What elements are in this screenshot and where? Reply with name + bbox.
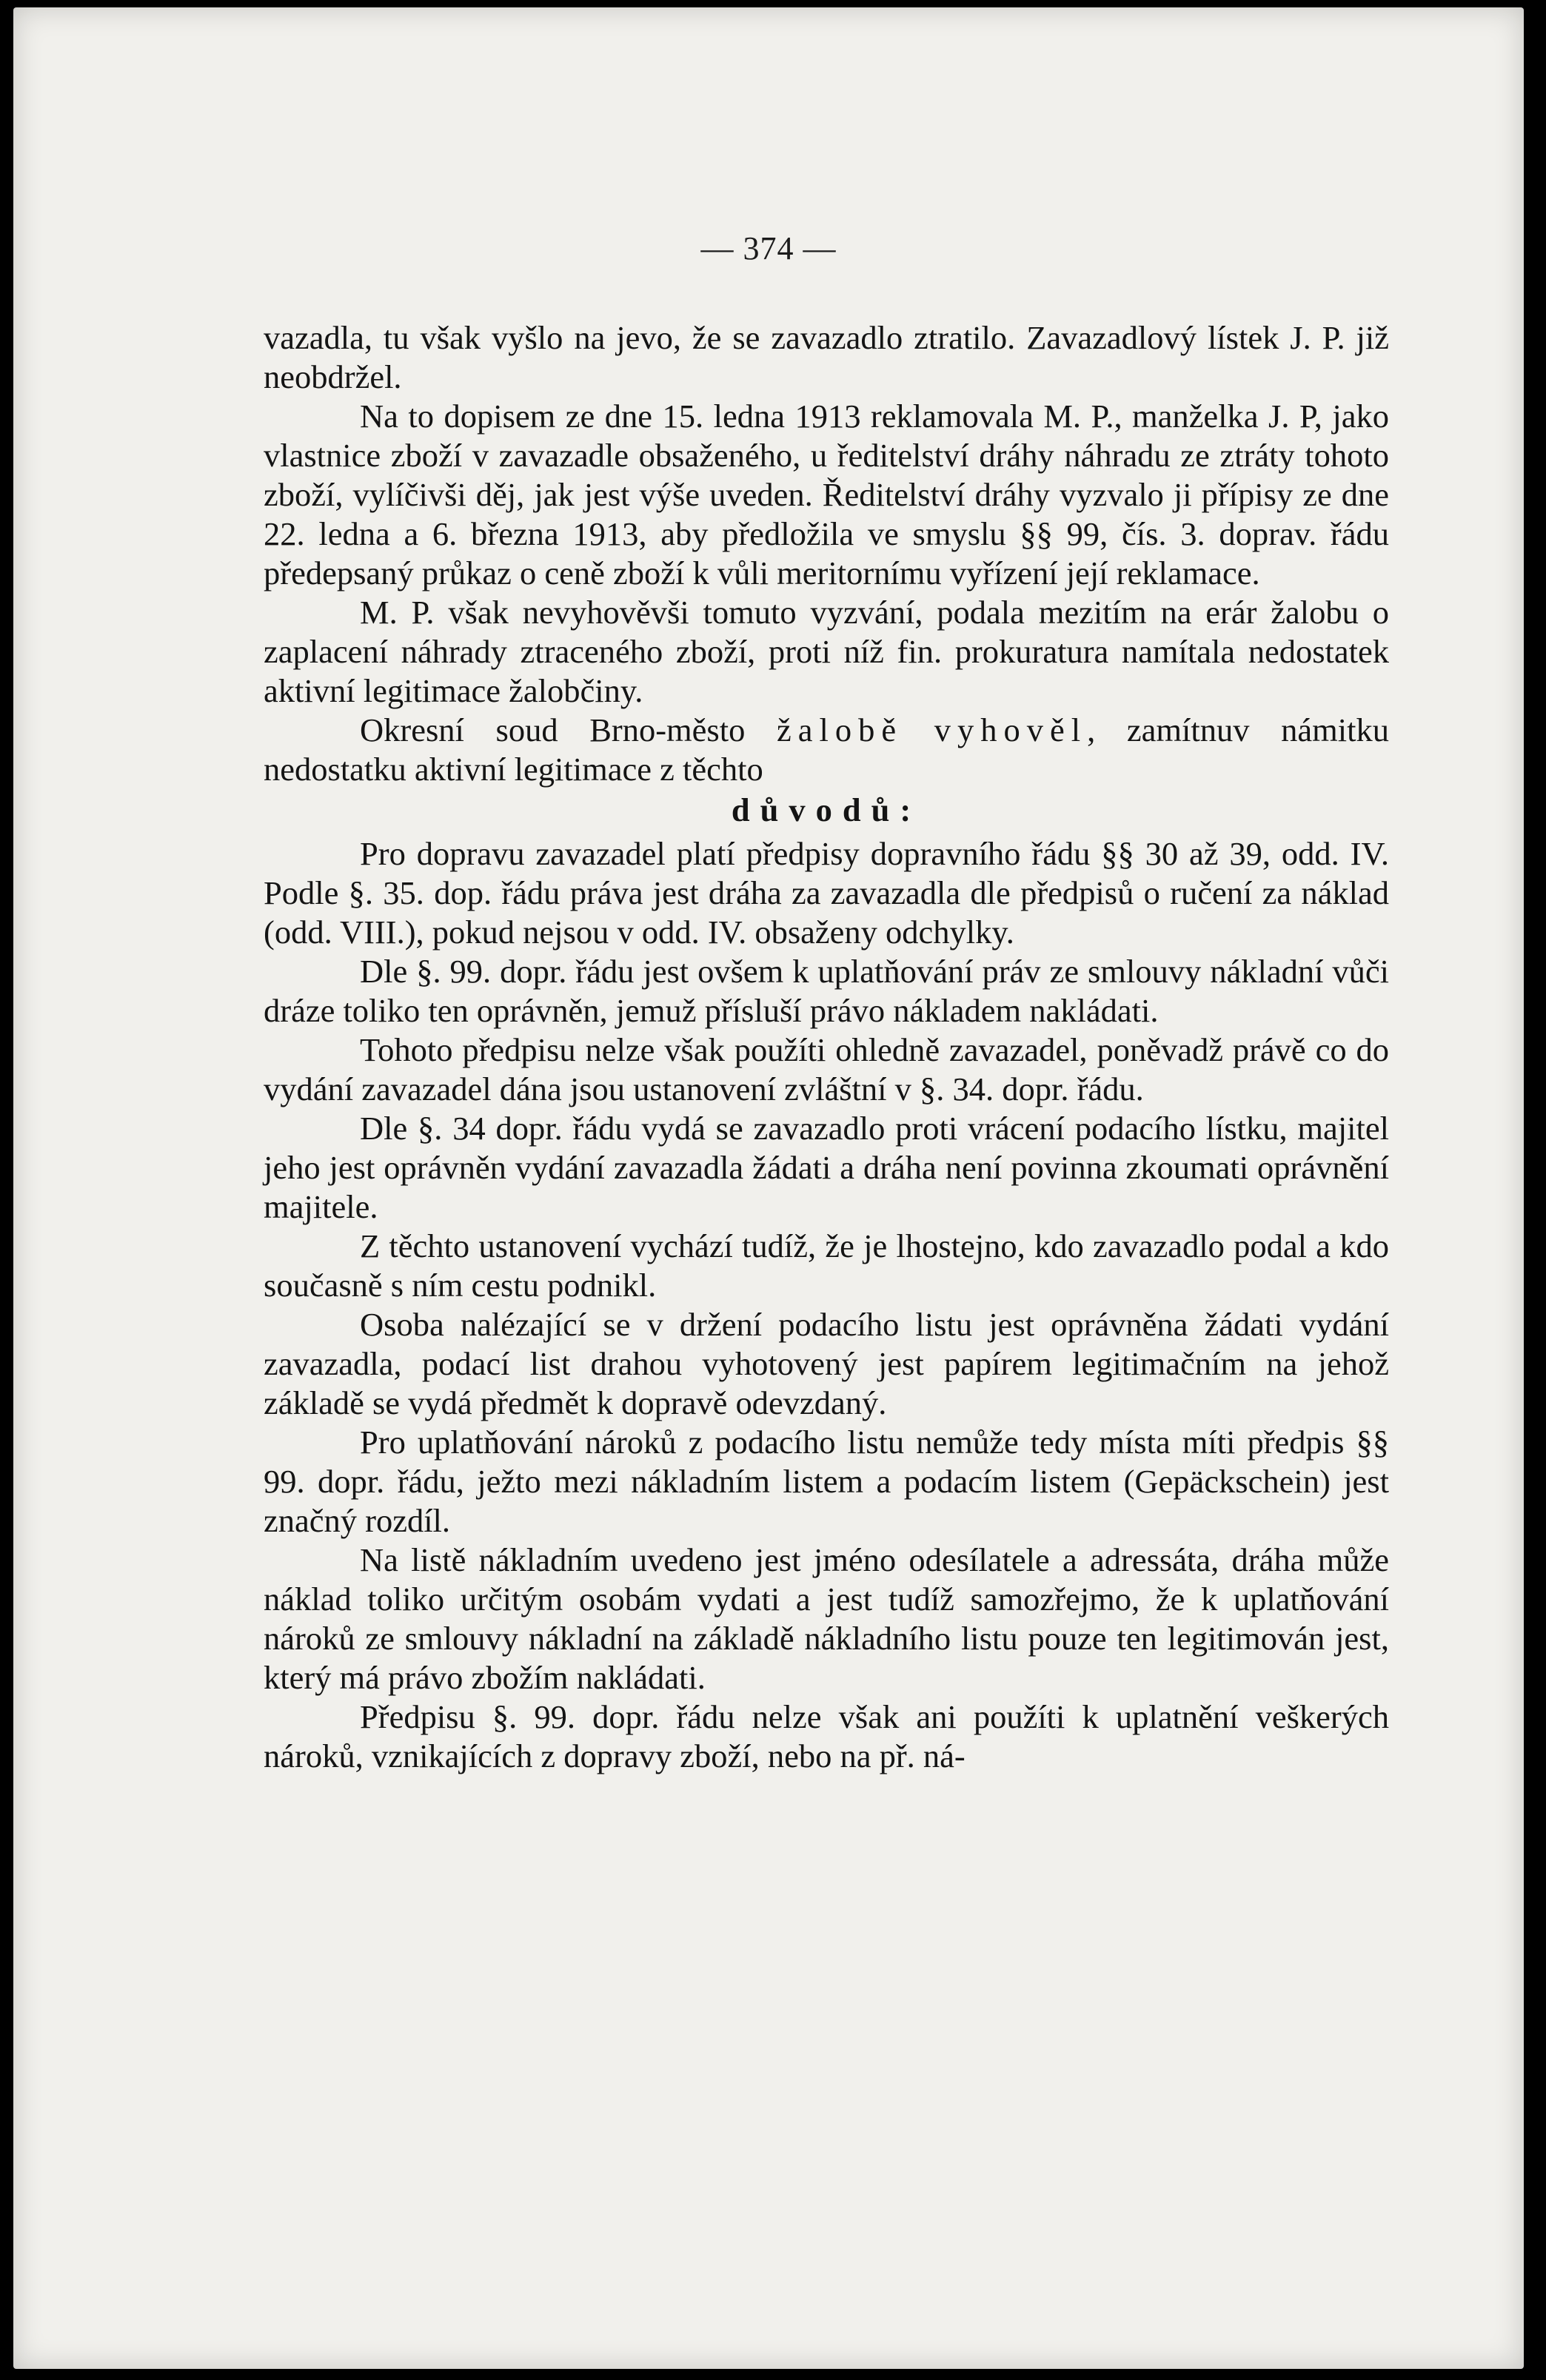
reason-paragraph: Osoba nalézající se v držení podacího listu jest oprávněna žádati vydání zavazadla, podací list drahou vyhotovený jest papírem legitimačním na jehož základě se vydá předmět k dopravě odevzdaný. [264, 1306, 1389, 1421]
paragraph-court-decision [264, 711, 1389, 789]
document-page [13, 7, 1524, 2369]
section-heading: důvodů: [731, 791, 922, 828]
document-body [264, 318, 1389, 1776]
reason-paragraph: Z těchto ustanovení vychází tudíž, že je lhostejno, kdo zavazadlo podal a kdo současně s ním cestu podnikl. [264, 1227, 1389, 1304]
paragraph-continuation: vazadla, tu však vyšlo na jevo, že se zavazadlo ztratilo. Zavazadlový lístek J. P. již neobdržel. [264, 319, 1389, 395]
page-number: — 374 — [700, 230, 837, 267]
reason-paragraph: Předpisu §. 99. dopr. řádu nelze však ani použíti k uplatnění veškerých nároků, vznikajících z dopravy zboží, nebo na př. ná- [264, 1698, 1389, 1774]
court-text-middle [903, 711, 934, 748]
spaced-word-zalobe: žalobě [777, 711, 903, 748]
paragraph-reclamation: Na to dopisem ze dne 15. ledna 1913 reklamovala M. P., manželka J. P, jako vlastnice zboží v zavazadle obsaženého, u ředitelství dráhy náhradu ze ztráty tohoto zboží, vylíčivši děj, jak jest výše uveden. Ředitelství dráhy vyzvalo ji přípisy ze dne 22. ledna a 6. března 1913, aby předložila ve smyslu §§ 99, čís. 3. doprav. řádu předepsaný průkaz o ceně zboží k vůli meritornímu vyřízení její reklamace. [264, 398, 1389, 591]
reason-paragraph: Pro uplatňování nároků z podacího listu nemůže tedy místa míti předpis §§ 99. dopr. řádu, ježto mezi nákladním listem a podacím listem (Gepäckschein) jest značný rozdíl. [264, 1424, 1389, 1539]
reason-paragraph: Dle §. 99. dopr. řádu jest ovšem k uplatňování práv ze smlouvy nákladní vůči dráze toliko ten oprávněn, jemuž přísluší právo nákladem nakládati. [264, 953, 1389, 1029]
paragraph-lawsuit: M. P. však nevyhověvši tomuto vyzvání, podala mezitím na erár žalobu o zaplacení náhrady ztraceného zboží, proti níž fin. prokuratura namítala nedostatek aktivní legitimace žalobčiny. [264, 594, 1389, 709]
reason-paragraph: Tohoto předpisu nelze však použíti ohledně zavazadel, poněvadž právě co do vydání zavazadel dána jsou ustanovení zvláštní v §. 34. dopr. řádu. [264, 1031, 1389, 1107]
court-text-before: Okresní soud Brno-město [360, 711, 777, 748]
reason-paragraph: Dle §. 34 dopr. řádu vydá se zavazadlo proti vrácení podacího lístku, majitel jeho jest oprávněn vydání zavazadla žádati a dráha není povinna zkoumati oprávnění majitele. [264, 1110, 1389, 1225]
reason-paragraph: Pro dopravu zavazadel platí předpisy dopravního řádu §§ 30 až 39, odd. IV. Podle §. 35. dop. řádu práva jest dráha za zavazadla dle předpisů o ručení za náklad (odd. VIII.), pokud nejsou v odd. IV. obsaženy odchylky. [264, 835, 1389, 951]
court-text-after: , zamítnuv námitku nedostatku aktivní legitimace z těchto [264, 711, 1390, 788]
reason-paragraph: Na listě nákladním uvedeno jest jméno odesílatele a adressáta, dráha může náklad toliko určitým osobám vydati a jest tudíž samozřejmo, že k uplatňování nároků ze smlouvy nákladní na základě nákladního listu pouze ten legitimován jest, který má právo zbožím nakládati. [264, 1541, 1389, 1696]
spaced-word-vyhovel: vyhověl [934, 711, 1088, 748]
